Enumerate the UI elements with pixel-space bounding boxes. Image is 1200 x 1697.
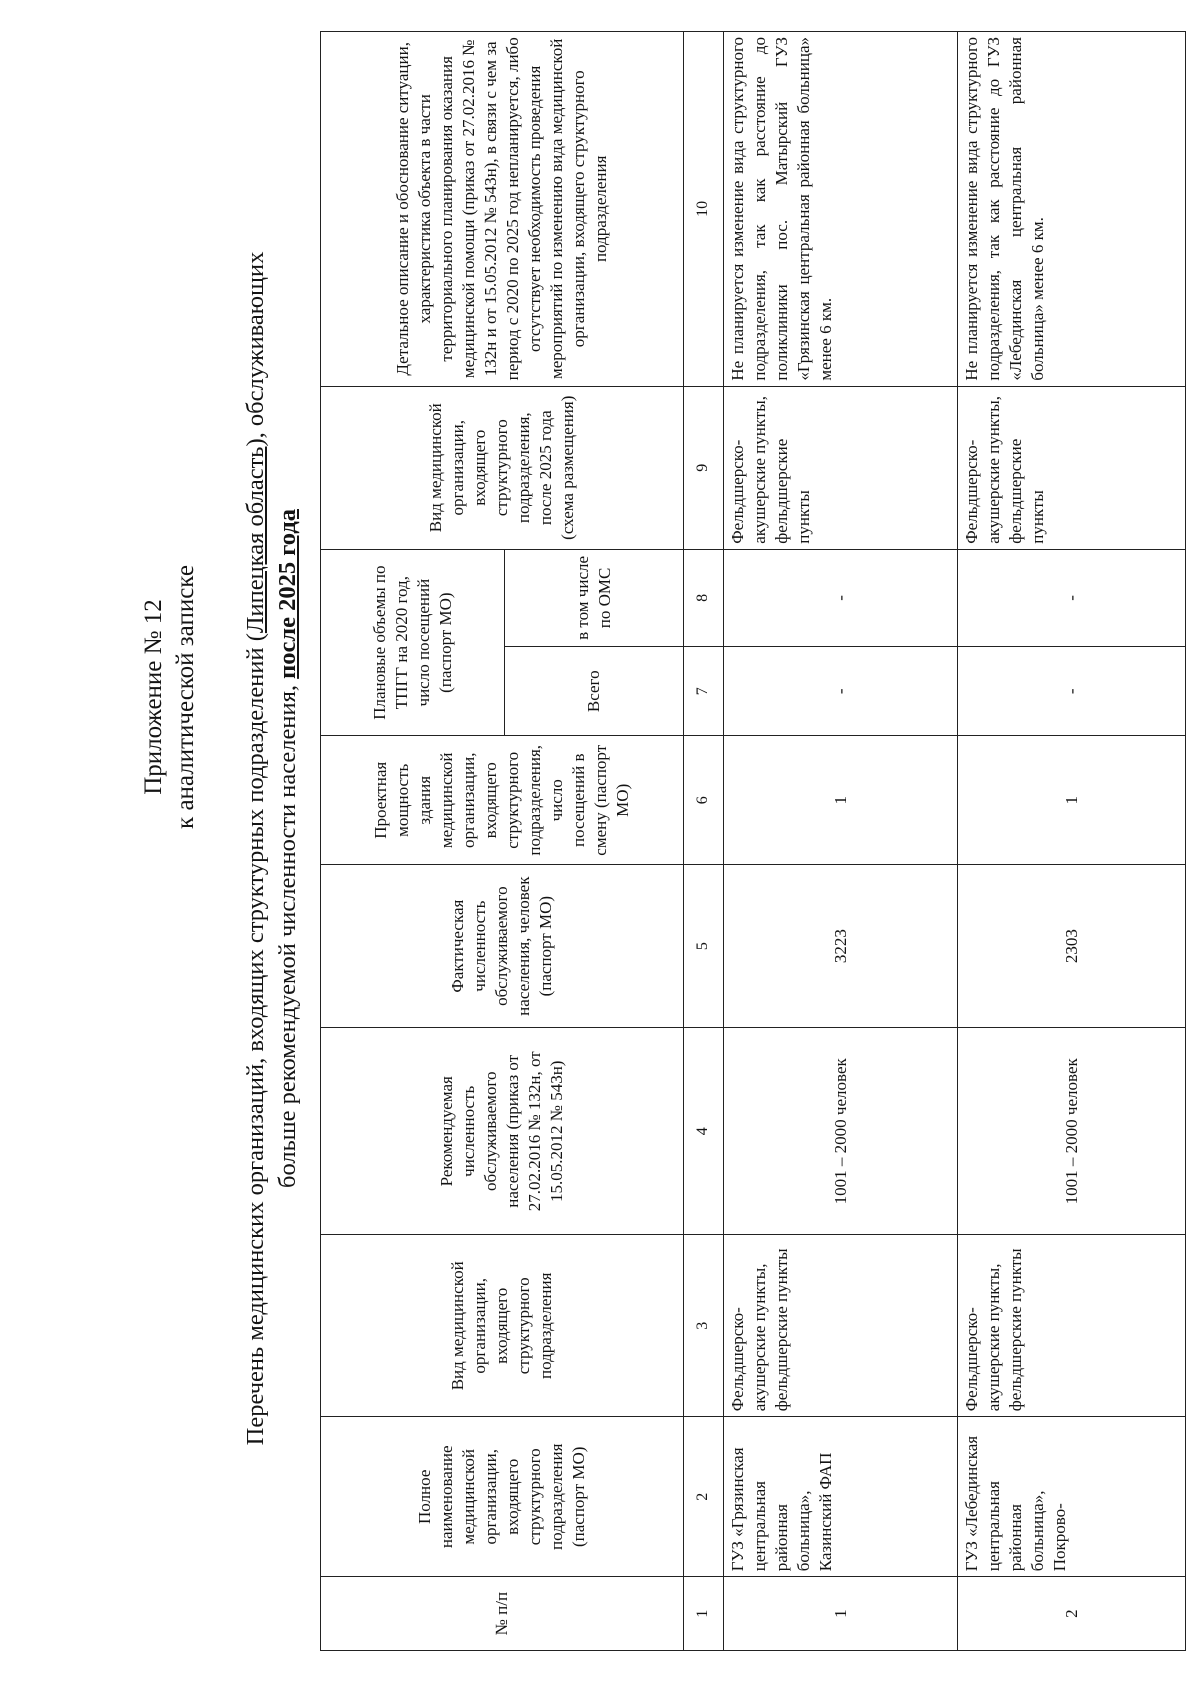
organization-type-after-2025: Фельдшерско-акушерские пункты, фельдшерские пункты xyxy=(958,386,1186,549)
header-cell-full-name: Полное наименование медицинской организации, входящего структурного подразделения (паспорт МО) xyxy=(321,1417,684,1577)
planned-oms: - xyxy=(724,549,958,646)
title-line-2: больше рекомендуемой численности населения, после 2025 года xyxy=(274,509,301,1188)
actual-population: 3223 xyxy=(724,865,958,1028)
column-number-row xyxy=(683,32,723,1651)
header-cell-recommended: Рекомендуемая численность обслуживаемого населения (приказ от 27.02.2016 № 132н, от 15.05.2012 № 543н) xyxy=(321,1028,684,1235)
header-cell-actual: Фактическая численность обслуживаемого населения, человек (паспорт МО) xyxy=(321,865,684,1028)
document-title xyxy=(240,0,304,1697)
header-cell-type: Вид медицинской организации, входящего структурного подразделения xyxy=(321,1235,684,1417)
column-number: 9 xyxy=(683,386,723,549)
row-number: 1 xyxy=(724,1577,958,1651)
annex-number: Приложение № 12 xyxy=(140,599,167,795)
organization-type: Фельдшерско-акушерские пункты, фельдшерские пункты xyxy=(724,1235,958,1417)
column-number: 2 xyxy=(683,1417,723,1577)
organization-name: ГУЗ «Грязинская центральная районная больница», Казинский ФАП xyxy=(724,1417,958,1577)
title-emphasis: после 2025 года xyxy=(274,509,301,679)
region-name: Липецкая область xyxy=(242,446,269,634)
organization-name: ГУЗ «Лебединская центральная районная больница», Покрово- xyxy=(958,1417,1186,1577)
organizations-table xyxy=(320,31,1186,1651)
header-cell-number: № п/п xyxy=(321,1577,684,1651)
header-cell-type-after: Вид медицинской организации, входящего структурного подразделения, после 2025 года (схема размещения) xyxy=(321,386,684,549)
organization-type: Фельдшерско-акушерские пункты, фельдшерские пункты xyxy=(958,1235,1186,1417)
table-row xyxy=(724,32,958,1651)
design-capacity: 1 xyxy=(724,736,958,865)
design-capacity: 1 xyxy=(958,736,1186,865)
header-cell-oms: в том числе по ОМС xyxy=(505,549,684,646)
planned-total: - xyxy=(724,647,958,736)
header-cell-description: Детальное описание и обоснование ситуации, характеристика объекта в части территориального планирования оказания медицинской помощи (приказ от 27.02.2016 № 132н и от 15.05.2012 № 543н), в связи с чем за период с 2020 по 2025 год непланируется, либо отсутствует необходимость проведения мероприятий по изменению вида медицинской организации, входящего структурного подразделения xyxy=(321,32,684,387)
table-row xyxy=(958,32,1186,1651)
title-line-1: Перечень медицинских организаций, входящих структурных подразделений (Липецкая область), обслуживающих xyxy=(242,251,269,1446)
actual-population: 2303 xyxy=(958,865,1186,1028)
column-number: 6 xyxy=(683,736,723,865)
annex-subtitle: к аналитической записке xyxy=(172,565,199,829)
header-cell-planned-volumes: Плановые объемы по ТПГГ на 2020 год, число посещений (паспорт МО) xyxy=(321,549,505,736)
column-number: 4 xyxy=(683,1028,723,1235)
annex-label xyxy=(138,297,202,1097)
column-number: 10 xyxy=(683,32,723,387)
planned-oms: - xyxy=(958,549,1186,646)
header-cell-capacity: Проектная мощность здания медицинской организации, входящего структурного подразделения, число посещений в смену (паспорт МО) xyxy=(321,736,684,865)
recommended-population: 1001 – 2000 человек xyxy=(958,1028,1186,1235)
planned-total: - xyxy=(958,647,1186,736)
column-number: 1 xyxy=(683,1577,723,1651)
column-number: 8 xyxy=(683,549,723,646)
column-number: 3 xyxy=(683,1235,723,1417)
column-number: 7 xyxy=(683,647,723,736)
situation-description: Не планируется изменение вида структурного подразделения, так как расстояние до ГУЗ «Лебединская центральная районная больница» менее 6 км. xyxy=(958,32,1186,387)
column-number: 5 xyxy=(683,865,723,1028)
row-number: 2 xyxy=(958,1577,1186,1651)
header-cell-total: Всего xyxy=(505,647,684,736)
situation-description: Не планируется изменение вида структурного подразделения, так как расстояние до поликлиники пос. Матырский ГУЗ «Грязинская центральная районная больница» менее 6 км. xyxy=(724,32,958,387)
organization-type-after-2025: Фельдшерско-акушерские пункты, фельдшерские пункты xyxy=(724,386,958,549)
recommended-population: 1001 – 2000 человек xyxy=(724,1028,958,1235)
table-header-row xyxy=(321,32,505,1651)
